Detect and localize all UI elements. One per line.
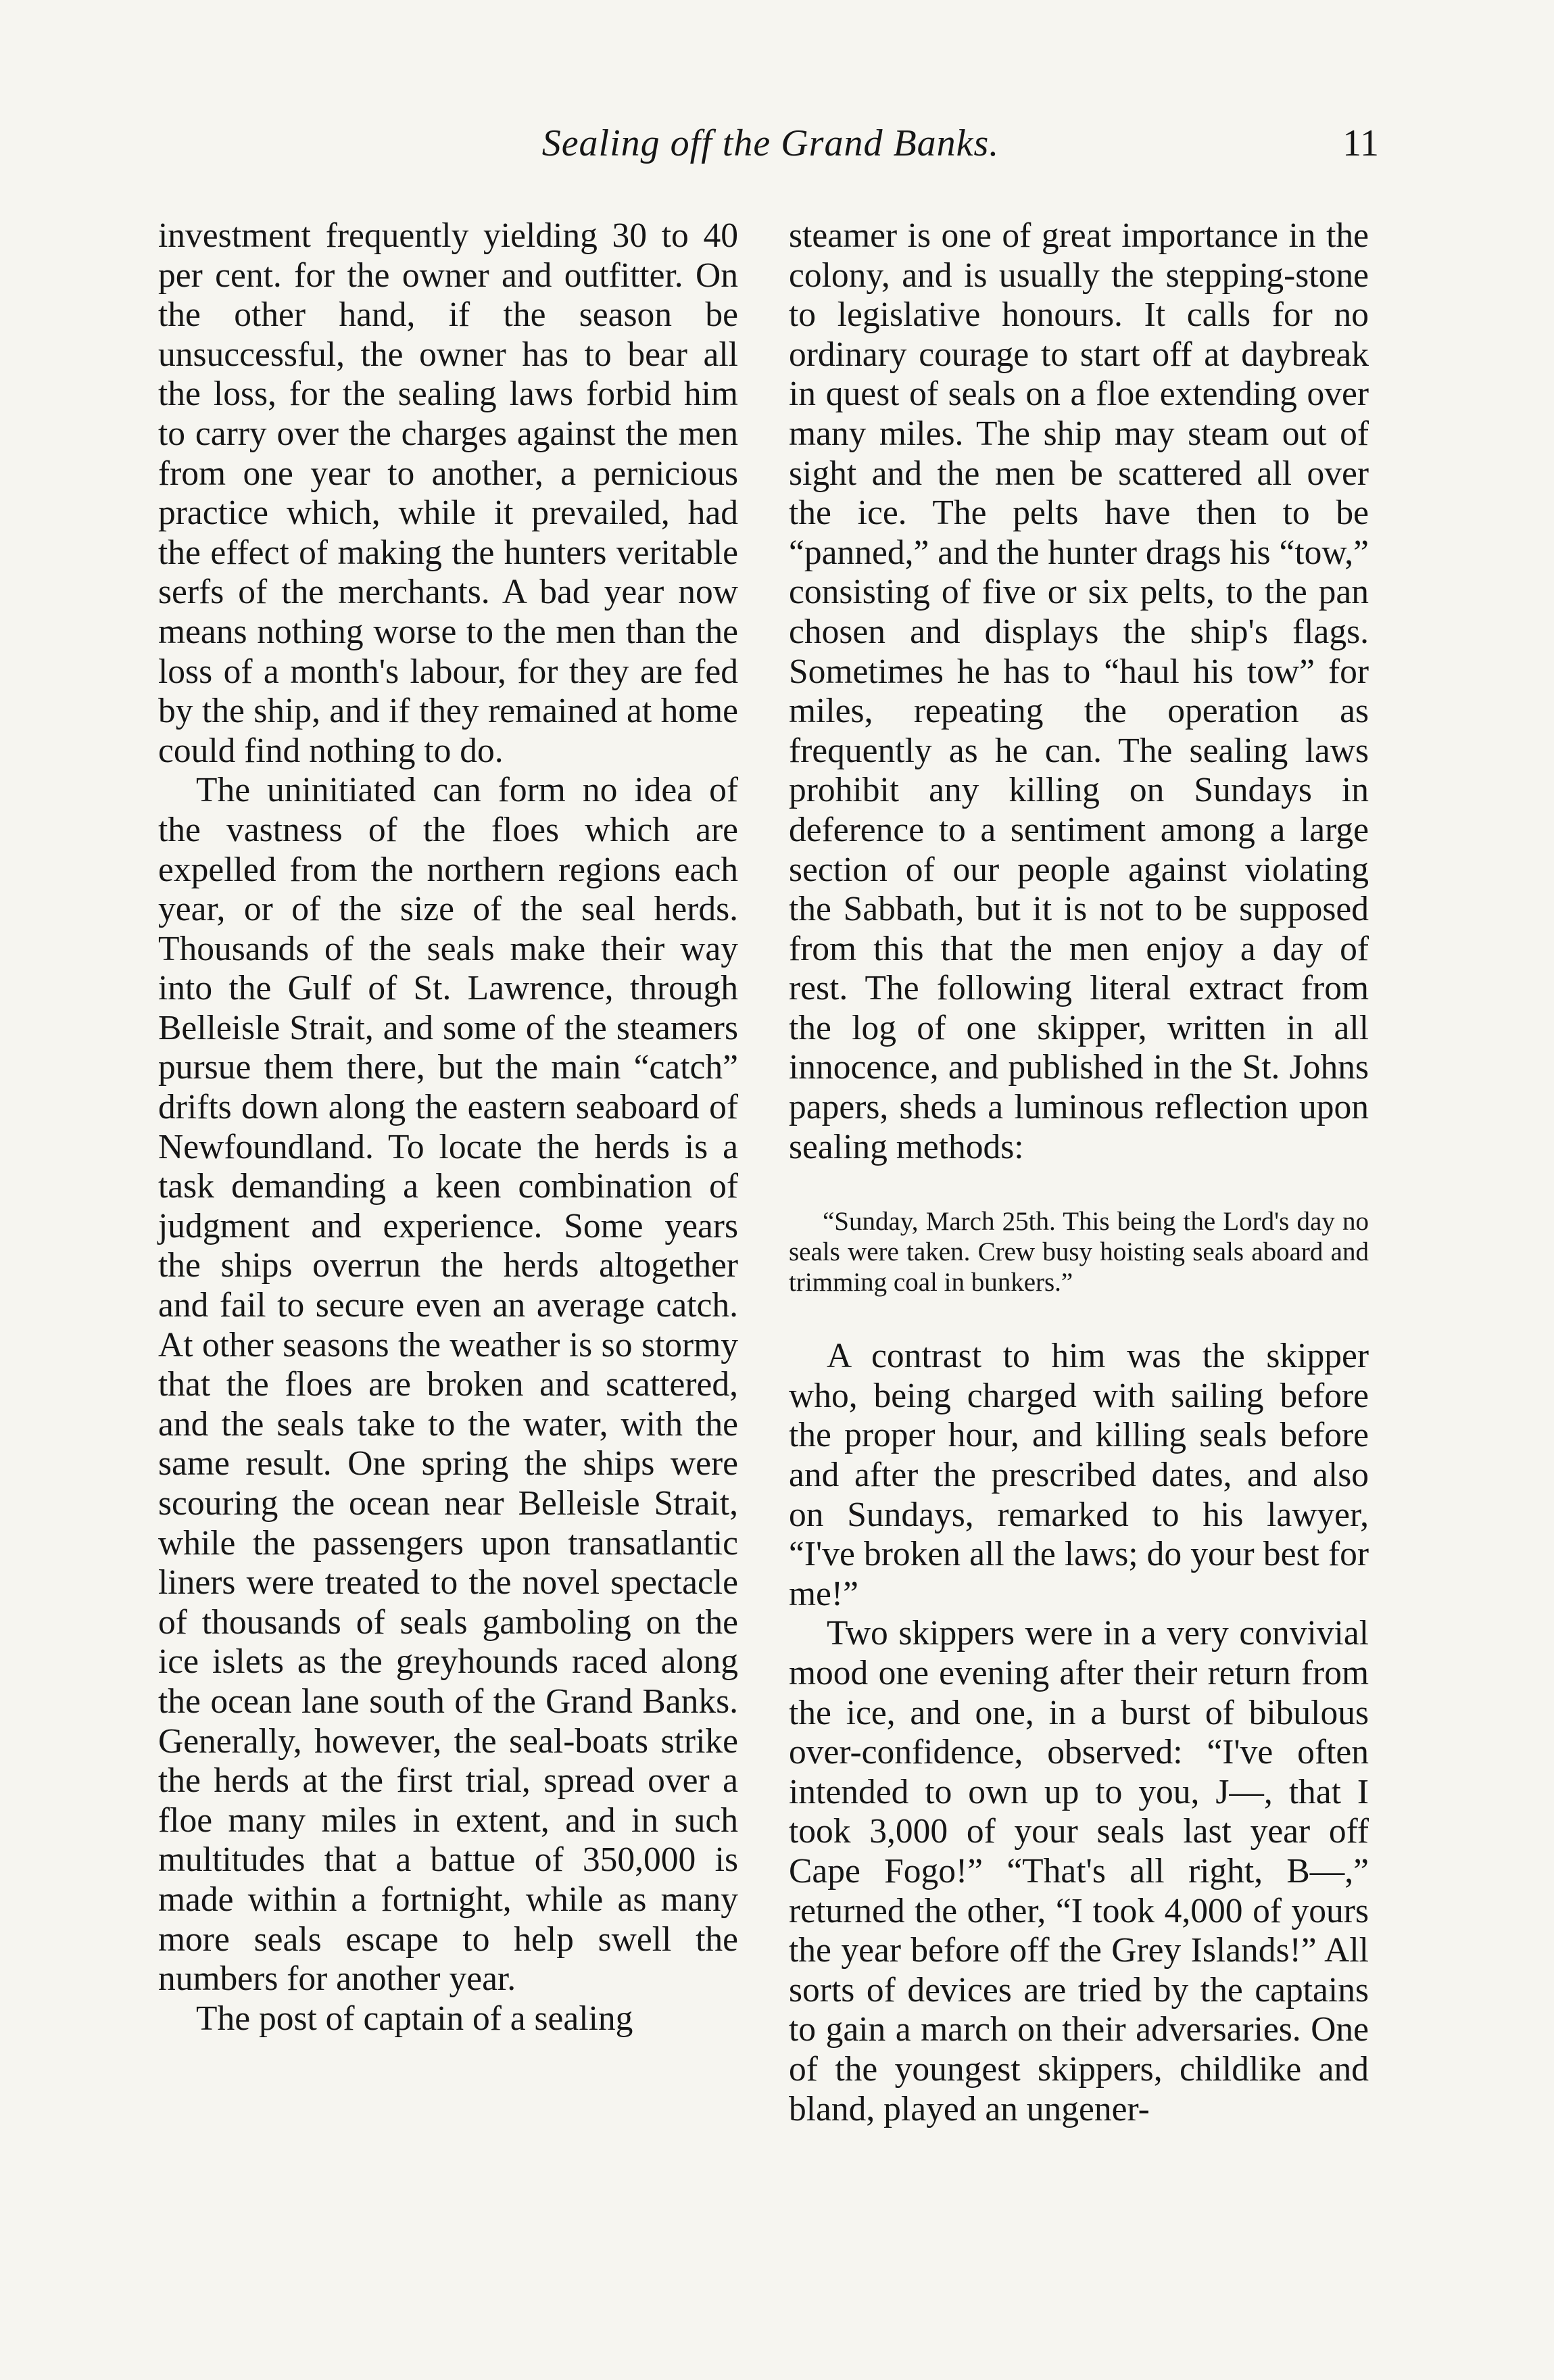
paragraph: The uninitiated can form no idea of the vastness of the floes which are expelled from the northern regions each year, or of the size of the seal herds. Thousands of the seals make their way into the Gulf of St. Lawrence, through Belleisle Strait, and some of the steamers pursue them there, but the main “catch” drifts down along the eastern seaboard of Newfoundland. To locate the herds is a task demanding a keen combination of judgment and experience. Some years the ships overrun the herds altogether and fail to secure even an average catch. At other seasons the weather is so stormy that the floes are broken and scattered, and the seals take to the water, with the same result. One spring the ships were scouring the ocean near Belleisle Strait, while the passengers upon transatlantic liners were treated to the novel spectacle of thousands of seals gamboling on the ice islets as the greyhounds raced along the ocean lane south of the Grand Banks. Generally, however, the seal-boats strike the herds at the first trial, spread over a floe many miles in extent, and in such multitudes that a battue of 350,000 is made within a fortnight, while as many more seals escape to help swell the numbers for another year.	[158, 771, 738, 1999]
paragraph: A contrast to him was the skipper who, being charged with sailing before the proper hour, and killing seals before and after the prescribed dates, and also on Sundays, remarked to his lawyer, “I've broken all the laws; do your best for me!”	[789, 1337, 1369, 1613]
right-column	[789, 216, 1369, 2129]
left-column	[158, 216, 738, 2039]
page-number: 11	[1342, 122, 1379, 164]
paragraph: steamer is one of great importance in the colony, and is usually the stepping-stone to legislative honours. It calls for no ordinary courage to start off at daybreak in quest of seals on a floe extending over many miles. The ship may steam out of sight and the men be scattered all over the ice. The pelts have then to be “panned,” and the hunter drags his “tow,” consisting of five or six pelts, to the pan chosen and displays the ship's flags. Sometimes he has to “haul his tow” for miles, repeating the operation as frequently as he can. The sealing laws prohibit any killing on Sundays in deference to a sentiment among a large section of our people against violating the Sabbath, but it is not to be supposed from this that the men enjoy a day of rest. The following literal extract from the log of one skipper, written in all innocence, and published in the St. Johns papers, sheds a luminous reflection upon sealing methods:	[789, 216, 1369, 1166]
paragraph: Two skippers were in a very convivial mood one evening after their return from the ice, and one, in a burst of bibulous over-confidence, observed: “I've often intended to own up to you, J—, that I took 3,000 of your seals last year off Cape Fogo!” “That's all right, B—,” returned the other, “I took 4,000 of yours the year before off the Grey Islands!” All sorts of devices are tried by the captains to gain a march on their adversaries. One of the youngest skippers, childlike and bland, played an ungener-	[789, 1614, 1369, 2128]
page-header	[162, 122, 1379, 183]
running-title: Sealing off the Grand Banks.	[541, 122, 1000, 164]
paragraph: The post of captain of a sealing	[196, 1999, 633, 2038]
paragraph: investment frequently yielding 30 to 40 per cent. for the owner and outfitter. On the other hand, if the season be unsuccessful, the owner has to bear all the loss, for the sealing laws forbid him to carry over the charges against the men from one year to another, a pernicious practice which, while it prevailed, had the effect of making the hunters veritable serfs of the merchants. A bad year now means nothing worse to the men than the loss of a month's labour, for they are fed by the ship, and if they remained at home could find nothing to do.	[158, 216, 738, 770]
block-quote: “Sunday, March 25th. This being the Lord's day no seals were taken. Crew busy hoisting seals aboard and trimming coal in bunkers.”	[789, 1207, 1369, 1298]
